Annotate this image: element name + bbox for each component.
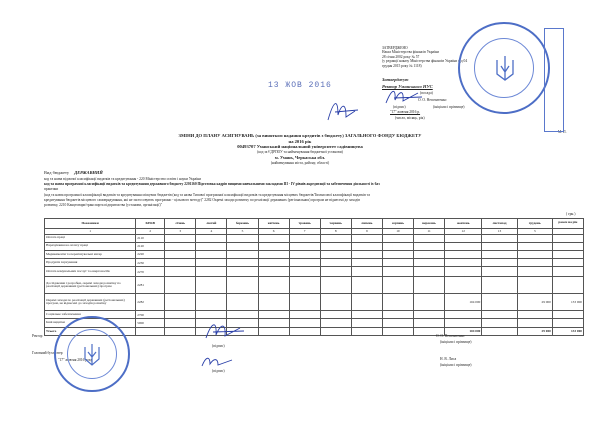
- table-row: [45, 277, 584, 294]
- table-row: [45, 234, 584, 242]
- index-cell: 3: [165, 228, 196, 234]
- footer-left-sub: Головний бухгалтер: [32, 351, 63, 355]
- row-dec: [517, 319, 552, 327]
- budget-program: код та назва програмної класифікації видатків та кредитування державного бюджету 2201160 Підготовка кадрів вищими навчальними закладами III - IV рівнів акредитації та забезпечення діяльності їх баз: [44, 182, 380, 186]
- trident-icon: [492, 54, 518, 84]
- table-total-row: [45, 327, 584, 335]
- row-label: Оплата праці: [45, 234, 136, 242]
- row-dec: [517, 250, 552, 258]
- mp-label: М. П.: [558, 130, 567, 134]
- row-dec: [517, 242, 552, 250]
- approval-line4: грудня 2015 року № 1118): [382, 63, 422, 68]
- row-code: 2120: [136, 242, 165, 250]
- footer-sig1-caption: (підпис): [212, 344, 225, 348]
- footer-signature2-image: [200, 352, 236, 370]
- position-caption: (посада): [420, 91, 433, 95]
- index-cell: 4: [196, 228, 227, 234]
- row-oct: [445, 234, 482, 242]
- signature-caption: (підпис): [393, 105, 406, 109]
- title-organization: 00493707 Уманський національний університет садівництва: [237, 144, 363, 150]
- row-code: 2220: [136, 250, 165, 258]
- index-cell: 11: [413, 228, 444, 234]
- table-header-row: [45, 219, 584, 229]
- total-label: Усього: [45, 327, 136, 335]
- table-header: липень: [351, 219, 382, 229]
- budget-ministry: код та назва відомчої класифікації видатків та кредитування - 220 Міністерство освіти і науки України: [44, 177, 202, 181]
- footer-name1-caption: (ініціали і прізвище): [440, 340, 472, 344]
- row-code: 2281: [136, 277, 165, 294]
- table-row: [45, 250, 584, 258]
- row-code: 2110: [136, 234, 165, 242]
- row-code: 2282: [136, 294, 165, 311]
- table-header: серпень: [382, 219, 413, 229]
- table-header: разом на рік: [552, 219, 583, 229]
- row-code: 2700: [136, 311, 165, 319]
- row-dec: [517, 311, 552, 319]
- footer-left-title: Ректор: [32, 334, 43, 338]
- row-code: 2270: [136, 267, 165, 277]
- footer-name2: Н. В. Лиса: [440, 357, 457, 361]
- footer-sig2-caption: (підпис): [212, 369, 225, 373]
- document-title: [60, 133, 540, 150]
- table-header: березень: [227, 219, 258, 229]
- title-line1: ЗМІНИ ДО ПЛАНУ АСИГНУВАНЬ (за винятком надання кредитів з бюджету) ЗАГАЛЬНОГО ФОНДУ БЮДЖЕТУ: [178, 133, 422, 138]
- footer-name2-caption: (ініціали і прізвище): [440, 363, 472, 367]
- total-dec: 29 000: [517, 327, 552, 335]
- table-row: [45, 267, 584, 277]
- table-header: лютий: [196, 219, 227, 229]
- row-total: [552, 242, 583, 250]
- approved-label: Затверджую: [382, 77, 409, 82]
- table-header: листопад: [482, 219, 517, 229]
- allocations-table: [44, 218, 584, 336]
- vertical-stamp-strip: [544, 28, 564, 132]
- row-label: Дослідження і розробки, окремі заходи розвитку по реалізації державних (регіональних) програм: [45, 277, 136, 294]
- index-cell: 1: [45, 228, 136, 234]
- index-cell: 8: [320, 228, 351, 234]
- row-dec: [517, 267, 552, 277]
- row-code: 2230: [136, 259, 165, 267]
- row-oct: [445, 242, 482, 250]
- row-dec: [517, 277, 552, 294]
- approval-heading: ЗАТВЕРДЖЕНО: [382, 46, 408, 50]
- index-cell: 13: [482, 228, 517, 234]
- row-label: Окремі заходи по реалізації державних (регіональних) програм, не віднесені до заходів розвитку: [45, 294, 136, 311]
- row-total: [552, 267, 583, 277]
- index-cell: 5: [227, 228, 258, 234]
- total-oct: 104 000: [445, 327, 482, 335]
- table-header: жовтень: [445, 219, 482, 229]
- table-row: [45, 311, 584, 319]
- budget-local: (код та назва програмної класифікації видатків та кредитування місцевих бюджетів (код та назва Типової програмної класифікації видатків та кредитування місцевих бюджетів/Тимчасової класифікації видатків та: [44, 193, 370, 197]
- row-dec: [517, 234, 552, 242]
- row-total: [552, 250, 583, 258]
- row-total: [552, 319, 583, 327]
- footer-date: "17" жовтня 2016 року: [58, 358, 93, 362]
- table-header: травень: [289, 219, 320, 229]
- index-cell: 9: [351, 228, 382, 234]
- row-label: Медикаменти та перев'язувальні матер: [45, 250, 136, 258]
- unit-note: ( грн.): [566, 212, 576, 216]
- table-row: [45, 242, 584, 250]
- table-header: червень: [320, 219, 351, 229]
- budget-local3: розвитку, 2210 Канцтовари/транспорта підприємства (установи, організації)": [44, 203, 163, 207]
- index-cell: 3: [517, 228, 552, 234]
- university-seal-bottom: [54, 316, 130, 392]
- budget-type: [44, 170, 103, 175]
- budget-local2: кредитування бюджетів місцевого самоврядування, які не застосовують програмно - цільового методу)" 2282 Окремі заходи розвитку по реалізації державних (регіональних) програм не віднесені до заходів: [44, 198, 360, 202]
- row-code: 5000: [136, 319, 165, 327]
- table-header: квітень: [258, 219, 289, 229]
- row-oct: [445, 267, 482, 277]
- footer-name1: О. О. Непочатенко: [436, 334, 465, 338]
- row-oct: [445, 319, 482, 327]
- row-oct: [445, 277, 482, 294]
- table-row: [45, 294, 584, 311]
- title-org-caption: (код за ЄДРПОУ та найменування бюджетної установи): [257, 150, 343, 154]
- table-header: грудень: [517, 219, 552, 229]
- row-dec: 29 000: [517, 294, 552, 311]
- date-caption: (число, місяць, рік): [395, 116, 425, 120]
- row-label: Інші видатки: [45, 319, 136, 327]
- row-dec: [517, 259, 552, 267]
- rector-title: Ректор Уманського НУС: [382, 84, 433, 89]
- row-total: 133 000: [552, 294, 583, 311]
- index-cell: 6: [258, 228, 289, 234]
- row-total: [552, 277, 583, 294]
- index-cell: 2: [136, 228, 165, 234]
- budget-type-label: Вид бюджету: [44, 170, 70, 175]
- approval-block: [382, 46, 467, 68]
- table-row: [45, 259, 584, 267]
- index-cell: 12: [445, 228, 482, 234]
- approval-line1: Наказ Міністерства фінансів України: [382, 50, 439, 55]
- table-row: [45, 319, 584, 327]
- budget-type-value: ДЕРЖАВНИЙ: [74, 170, 103, 175]
- received-date-stamp: 13 ЖОВ 2016: [268, 81, 332, 90]
- row-total: [552, 234, 583, 242]
- name-caption: (ініціали і прізвище): [433, 105, 465, 109]
- title-city: м. Умань, Черкаська обл.: [274, 155, 326, 160]
- approval-signer: О. О. Непочатенко: [418, 98, 447, 102]
- index-cell: 7: [289, 228, 320, 234]
- table-header: вересень: [413, 219, 444, 229]
- row-label: Соціальне забезпечення: [45, 311, 136, 319]
- registration-signature-image: [325, 96, 361, 126]
- row-total: [552, 259, 583, 267]
- row-label: Оплата комунальних послуг та енергоносіїв: [45, 267, 136, 277]
- approval-line3: (у редакції наказу Міністерства фінансів України від 04: [382, 59, 468, 64]
- row-oct: [445, 250, 482, 258]
- row-oct: [445, 311, 482, 319]
- table-header: КЕКВ: [136, 219, 165, 229]
- row-total: [552, 311, 583, 319]
- table-header: Показники: [45, 219, 136, 229]
- trident-icon: [81, 342, 103, 368]
- title-year: на 2016 рік: [288, 138, 312, 144]
- approval-date: "17" жовтня 2016 р.: [390, 110, 421, 114]
- row-oct: 104 000: [445, 294, 482, 311]
- row-label: Нарахування на оплату праці: [45, 242, 136, 250]
- university-seal-top: [458, 22, 550, 114]
- index-cell: 10: [382, 228, 413, 234]
- total-total: 133 000: [552, 327, 583, 335]
- row-label: Продукти харчування: [45, 259, 136, 267]
- title-city-caption: (найменування міста, району, області): [270, 161, 330, 165]
- rector-signature-image: [384, 86, 426, 108]
- approval-line2: 28 січня 2002 року № 57: [382, 54, 420, 59]
- footer-signature1-image: [204, 318, 248, 344]
- budget-program-tail: практики: [44, 187, 59, 191]
- row-oct: [445, 259, 482, 267]
- table-header: січень: [165, 219, 196, 229]
